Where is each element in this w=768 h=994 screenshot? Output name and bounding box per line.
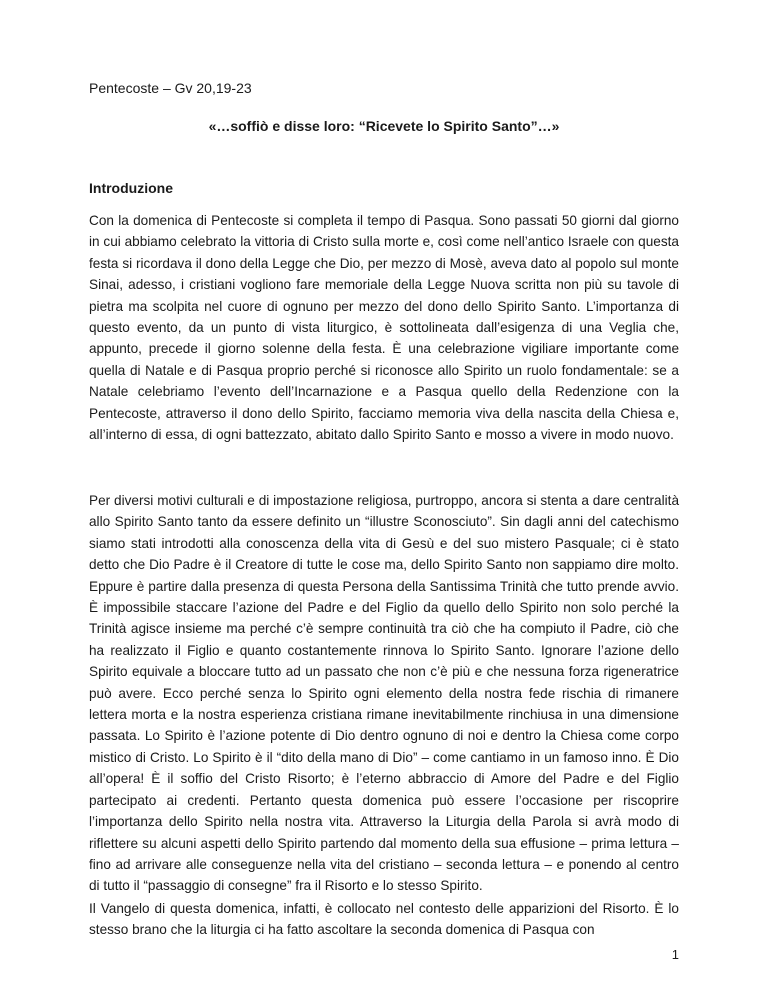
- body-paragraph: Per diversi motivi culturali e di impostazione religiosa, purtroppo, ancora si stenta a dare centralità allo Spirito Santo tanto da essere definito un “illustre Sconosciuto”. Sin dagli anni del catechismo siamo stati introdotti alla conoscenza della vita di Gesù e del suo mistero Pasquale; ci è stato detto che Dio Padre è il Creatore di tutte le cose ma, dello Spirito Santo non sappiamo dire molto. Eppure è partire dalla presenza di questa Persona della Santissima Trinità che tutto prende avvio. È impossibile staccare l’azione del Padre e del Figlio da quello dello Spirito non solo perché la Trinità agisce insieme ma perché c’è sempre continuità tra ciò che ha compiuto il Padre, ciò che ha realizzato il Figlio e quanto costantemente rinnova lo Spirito Santo. Ignorare l’azione dello Spirito equivale a bloccare tutto ad un passato che non c’è più e che nessuna forza rigeneratrice può avere. Ecco perché senza lo Spirito ogni elemento della nostra fede rischia di rimanere lettera morta e la nostra esperienza cristiana rimane inevitabilmente rinchiusa in una dimensione passata. Lo Spirito è l’azione potente di Dio dentro ognuno di noi e dentro la Chiesa come corpo mistico di Cristo. Lo Spirito è il “dito della mano di Dio” – come cantiamo in un famoso inno. È Dio all’opera! È il soffio del Cristo Risorto; è l’eterno abbraccio di Amore del Padre e del Figlio partecipato ai credenti. Pertanto questa domenica può essere l’occasione per riscoprire l’importanza dello Spirito nella nostra vita. Attraverso la Liturgia della Parola si avrà modo di riflettere su alcuni aspetti dello Spirito partendo dal momento della sua effusione – prima lettura – fino ad arrivare alle conseguenze nella vita del cristiano – seconda lettura – e ponendo al centro di tutto il “passaggio di consegne” fra il Risorto e lo stesso Spirito.: [89, 493, 679, 894]
- document-subtitle: «…soffiò e disse loro: “Ricevete lo Spirito Santo”…»: [208, 118, 560, 134]
- body-paragraph: Il Vangelo di questa domenica, infatti, è collocato nel contesto delle apparizioni del Risorto. È lo stesso brano che la liturgia ci ha fatto ascoltare la seconda domenica di Pasqua con: [89, 901, 679, 938]
- section-heading-introduzione: Introduzione: [89, 180, 173, 196]
- body-paragraph: Con la domenica di Pentecoste si completa il tempo di Pasqua. Sono passati 50 giorni dal giorno in cui abbiamo celebrato la vittoria di Cristo sulla morte e, così come nell’antico Israele con questa festa si ricordava il dono della Legge che Dio, per mezzo di Mosè, aveva dato al popolo sul monte Sinai, adesso, i cristiani vogliono fare memoriale della Legge Nuova scritta non più su tavole di pietra ma scolpita nel cuore di ognuno per mezzo del dono dello Spirito Santo. L’importanza di questo evento, da un punto di vista liturgico, è sottolineata dall’esigenza di una Veglia che, appunto, precede il giorno solenne della festa. È una celebrazione vigiliare importante come quella di Natale e di Pasqua proprio perché si riconosce allo Spirito un ruolo fondamentale: se a Natale celebriamo l’evento dell’Incarnazione e a Pasqua quello della Redenzione con la Pentecoste, attraverso il dono dello Spirito, facciamo memoria viva della nascita della Chiesa e, all’interno di essa, di ogni battezzato, abitato dallo Spirito Santo e mosso a vivere in modo nuovo.: [89, 213, 679, 443]
- page-number: 1: [671, 947, 679, 962]
- document-heading: Pentecoste – Gv 20,19-23: [89, 80, 252, 96]
